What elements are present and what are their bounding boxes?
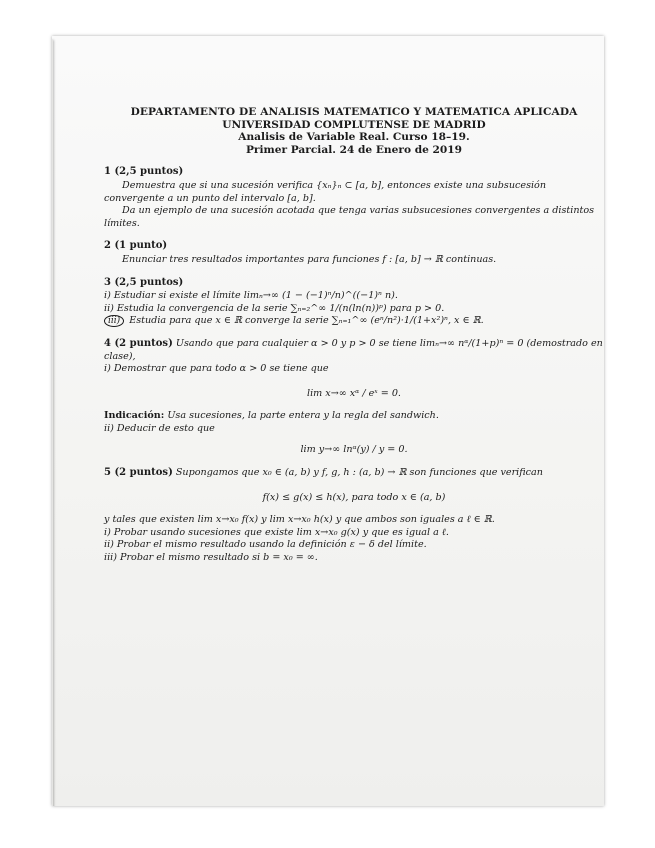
department-line: DEPARTAMENTO DE ANALISIS MATEMATICO Y MATEMATICA APLICADA [130,106,578,118]
hint-label: Indicación: [104,410,165,422]
exam-header [104,106,604,156]
question-4-formula-2: lim y→∞ lnᵅ(y) / y = 0. [300,444,408,456]
question-3-part-ii: ii) Estudia la convergencia de la serie ∑ₙ₌₂^∞ 1/(n(ln(n))ᵖ) para p > 0. [104,302,445,314]
question-1-title: 1 (2,5 puntos) [104,166,184,178]
question-3-part-iii-text: Estudia para que x ∈ ℝ converge la serie ∑ₙ₌₁^∞ (eⁿ/n²)·1/(1+x²)ⁿ, x ∈ ℝ. [129,315,484,327]
question-5-title: 5 (2 puntos) [104,467,173,479]
question-5-part-ii: ii) Probar el mismo resultado usando la definición ε − δ del límite. [104,539,427,551]
exam-sheet [52,36,604,806]
course-line: Analisis de Variable Real. Curso 18–19. [238,131,470,144]
circled-mark: iii) [104,315,124,327]
question-3 [104,277,604,328]
question-4-title: 4 (2 puntos) [104,337,173,349]
question-5-part-iii: iii) Probar el mismo resultado si b = x₀ = ∞. [104,552,318,564]
question-4-formula-1: lim x→∞ xᵅ / eˣ = 0. [307,387,401,399]
question-1-text-b: Da un ejemplo de una sucesión acotada que tenga varias subsucesiones convergentes a distintos límites. [104,205,595,229]
question-2-title: 2 (1 punto) [104,240,168,252]
question-1 [104,166,604,230]
question-4 [104,338,604,457]
exam-line: Primer Parcial. 24 de Enero de 2019 [245,143,463,156]
question-4-intro: Usando que para cualquier α > 0 y p > 0 se tiene limₙ→∞ nᵅ/(1+p)ⁿ = 0 (demostrado en clase), [104,337,603,362]
question-1-text-a: Demuestra que si una sucesión verifica {xₙ}ₙ ⊂ [a, b], entonces existe una subsucesión convergente a un punto del intervalo [a, b]. [104,179,547,204]
question-4-part-ii: ii) Deducir de esto que [104,422,215,434]
question-2-text: Enunciar tres resultados importantes para funciones f : [a, b] → ℝ continuas. [122,253,497,265]
question-3-part-i: i) Estudiar si existe el límite limₙ→∞ (1 − (−1)ⁿ/n)^((−1)ⁿ n). [104,290,398,302]
question-3-part-iii [104,315,604,328]
question-5-intro-line [104,467,604,480]
university-line: UNIVERSIDAD COMPLUTENSE DE MADRID [222,118,486,131]
question-5-part-i: i) Probar usando sucesiones que existe lim x→x₀ g(x) y que es igual a ℓ. [104,526,449,538]
question-5-intro: Supongamos que x₀ ∈ (a, b) y f, g, h : (a, b) → ℝ son funciones que verifican [175,467,543,479]
question-4-hint [104,410,604,423]
hint-text: Usa sucesiones, la parte entera y la regla del sandwich. [167,410,439,422]
question-4-part-i: i) Demostrar que para todo α > 0 se tiene que [104,363,329,375]
question-5-formula: f(x) ≤ g(x) ≤ h(x), para todo x ∈ (a, b) [262,491,446,503]
question-3-title: 3 (2,5 puntos) [104,276,184,288]
question-5 [104,467,604,565]
exam-content [104,106,604,565]
question-5-condition: y tales que existen lim x→x₀ f(x) y lim x→x₀ h(x) y que ambos son iguales a ℓ ∈ ℝ. [104,514,495,526]
question-2 [104,240,604,266]
question-4-intro-line [104,338,604,363]
